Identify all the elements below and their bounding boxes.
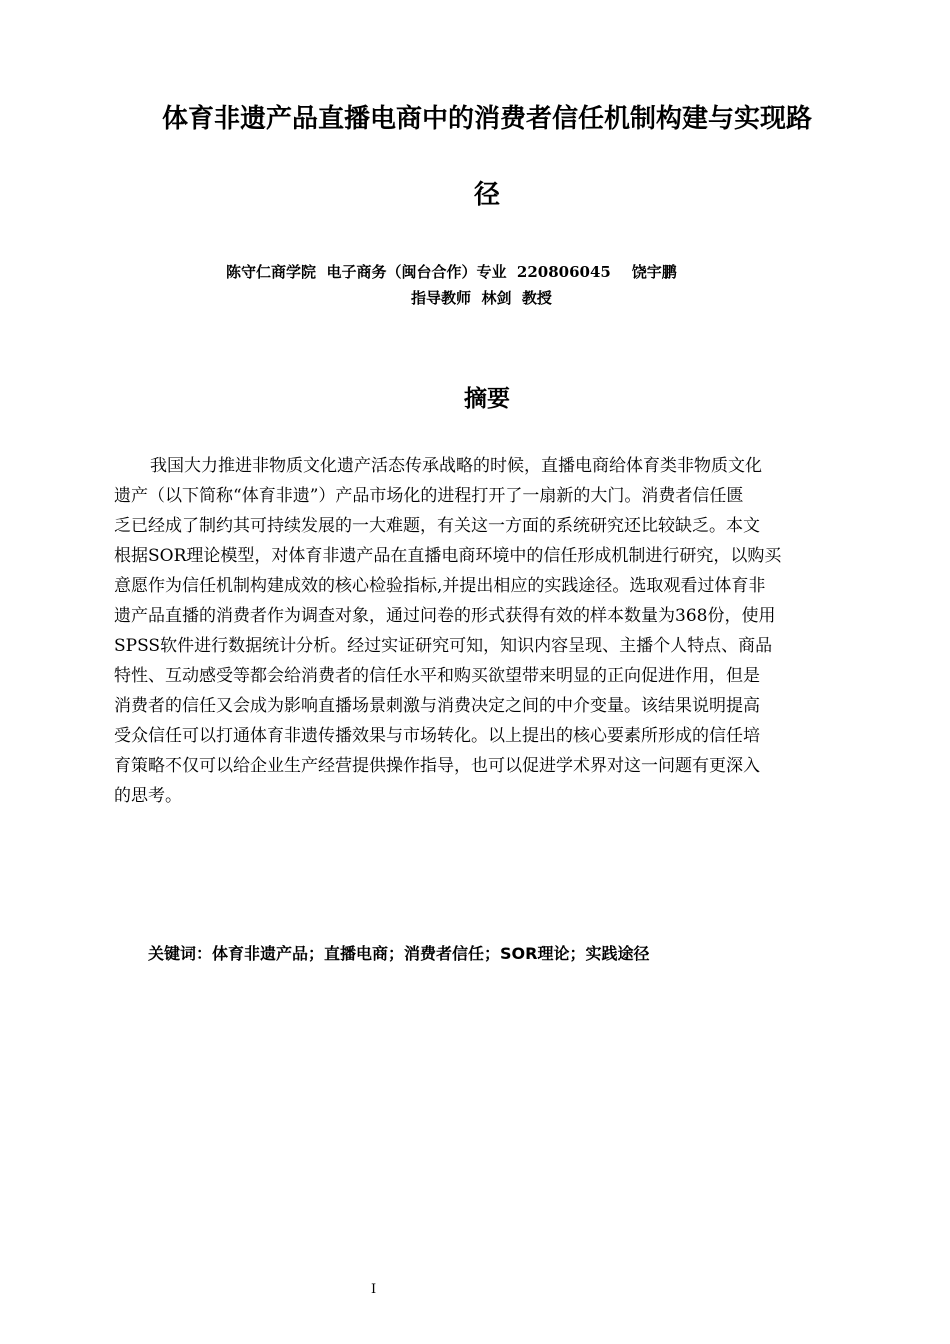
abstract-heading: 摘要	[464, 386, 510, 412]
abstract-line: 育策略不仅可以给企业生产经营提供操作指导，也可以促进学术界对这一问题有更深入	[114, 756, 760, 776]
page-number: I	[371, 1282, 377, 1297]
abstract-line: 意愿作为信任机制构建成效的核心检验指标,并提出相应的实践途径。选取观看过体育非	[114, 576, 766, 596]
abstract-line: 的思考。	[114, 786, 182, 806]
author-info: 陈守仁商学院 电子商务（闽台合作）专业 220806045 饶宇鹏	[226, 263, 677, 281]
abstract-line: 根据SOR理论模型，对体育非遗产品在直播电商环境中的信任形成机制进行研究，以购买	[114, 546, 782, 566]
abstract-line: 消费者的信任又会成为影响直播场景刺激与消费决定之间的中介变量。该结果说明提高	[114, 696, 760, 716]
abstract-line: 我国大力推进非物质文化遗产活态传承战略的时候，直播电商给体育类非物质文化	[150, 456, 762, 476]
paper-title-line-1: 体育非遗产品直播电商中的消费者信任机制构建与实现路	[161, 104, 812, 134]
keywords: 关键词：体育非遗产品；直播电商；消费者信任；SOR理论；实践途径	[148, 944, 650, 963]
abstract-line: 受众信任可以打通体育非遗传播效果与市场转化。以上提出的核心要素所形成的信任培	[114, 726, 760, 746]
abstract-line: 遗产（以下简称“体育非遗”）产品市场化的进程打开了一扇新的大门。消费者信任匮	[114, 486, 744, 506]
abstract-line: 乏已经成了制约其可持续发展的一大难题，有关这一方面的系统研究还比较缺乏。本文	[114, 516, 760, 536]
paper-title-line-2: 径	[473, 180, 500, 210]
abstract-line: 遗产品直播的消费者作为调查对象，通过问卷的形式获得有效的样本数量为368份，使用	[114, 606, 776, 626]
advisor-info: 指导教师 林剑 教授	[411, 289, 552, 307]
abstract-line: 特性、互动感受等都会给消费者的信任水平和购买欲望带来明显的正向促进作用，但是	[114, 666, 760, 686]
abstract-body	[114, 451, 860, 811]
abstract-line: SPSS软件进行数据统计分析。经过实证研究可知，知识内容呈现、主播个人特点、商品	[114, 636, 773, 656]
